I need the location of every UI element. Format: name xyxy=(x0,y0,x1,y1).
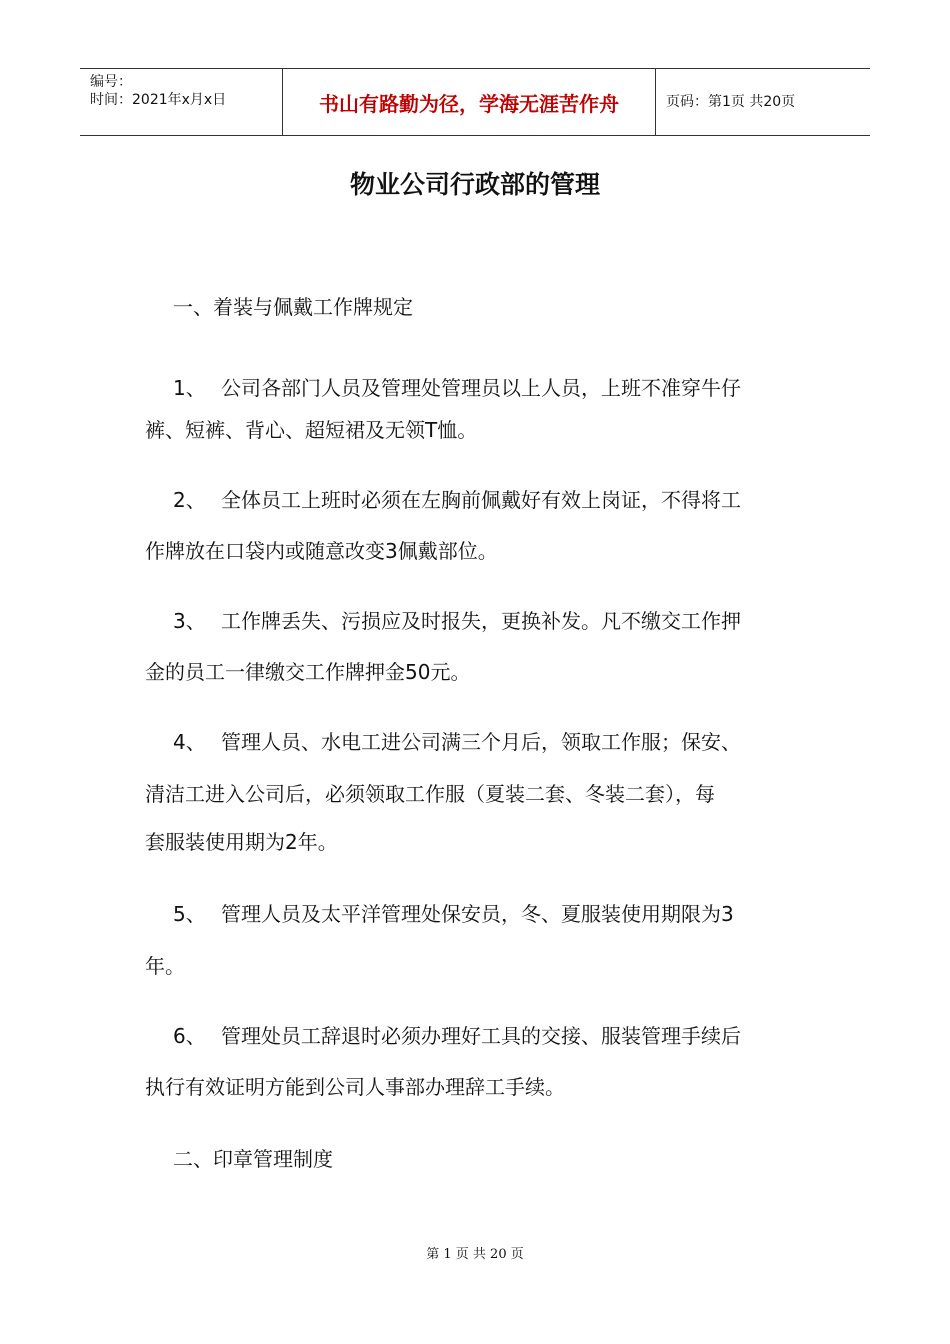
header-number-label: 编号： xyxy=(90,74,132,90)
header-meta-cell xyxy=(80,69,282,135)
list-item xyxy=(173,899,734,929)
item-text: 管理人员及太平洋管理处保安员，冬、夏服装使用期限为3 xyxy=(221,902,734,926)
item-text-continued: 裤、短裤、背心、超短裙及无领T恤。 xyxy=(145,418,478,442)
item-text: 管理处员工辞退时必须办理好工具的交接、服装管理手续后 xyxy=(221,1024,741,1048)
item-text-continued: 金的员工一律缴交工作牌押金50元。 xyxy=(145,660,471,684)
section-heading: 一、着装与佩戴工作牌规定 xyxy=(173,295,413,319)
item-text-continued: 作牌放在口袋内或随意改变3佩戴部位。 xyxy=(145,539,498,563)
item-number: 2、 xyxy=(173,488,206,512)
header-time-label: 时间：2021年x月x日 xyxy=(90,92,227,108)
item-number: 3、 xyxy=(173,609,206,633)
item-text: 工作牌丢失、污损应及时报失，更换补发。凡不缴交工作押 xyxy=(221,609,741,633)
page-header xyxy=(80,68,870,136)
item-text-continued: 套服装使用期为2年。 xyxy=(145,830,338,854)
list-item xyxy=(173,727,741,757)
list-item xyxy=(173,606,741,636)
item-number: 5、 xyxy=(173,902,206,926)
item-text-continued: 年。 xyxy=(145,954,185,978)
item-text: 公司各部门人员及管理处管理员以上人员，上班不准穿牛仔 xyxy=(221,376,741,400)
list-item xyxy=(173,1021,741,1051)
section-heading: 二、印章管理制度 xyxy=(173,1147,333,1171)
document-title: 物业公司行政部的管理 xyxy=(349,170,600,199)
item-number: 6、 xyxy=(173,1024,206,1048)
list-item xyxy=(173,485,741,515)
item-number: 1、 xyxy=(173,376,206,400)
item-text-continued: 清洁工进入公司后，必须领取工作服（夏装二套、冬装二套），每 xyxy=(145,782,715,806)
page-footer: 第 1 页 共 20 页 xyxy=(426,1247,524,1262)
item-text-continued: 执行有效证明方能到公司人事部办理辞工手续。 xyxy=(145,1075,565,1099)
header-motto: 书山有路勤为径，学海无涯苦作舟 xyxy=(319,92,619,116)
list-item xyxy=(173,362,741,415)
item-number: 4、 xyxy=(173,730,206,754)
header-motto-cell xyxy=(282,69,656,135)
header-page-cell xyxy=(656,69,870,135)
header-page-label: 页码：第1页 共20页 xyxy=(666,94,796,110)
item-text: 管理人员、水电工进公司满三个月后，领取工作服；保安、 xyxy=(221,730,741,754)
item-text: 全体员工上班时必须在左胸前佩戴好有效上岗证，不得将工 xyxy=(221,488,741,512)
